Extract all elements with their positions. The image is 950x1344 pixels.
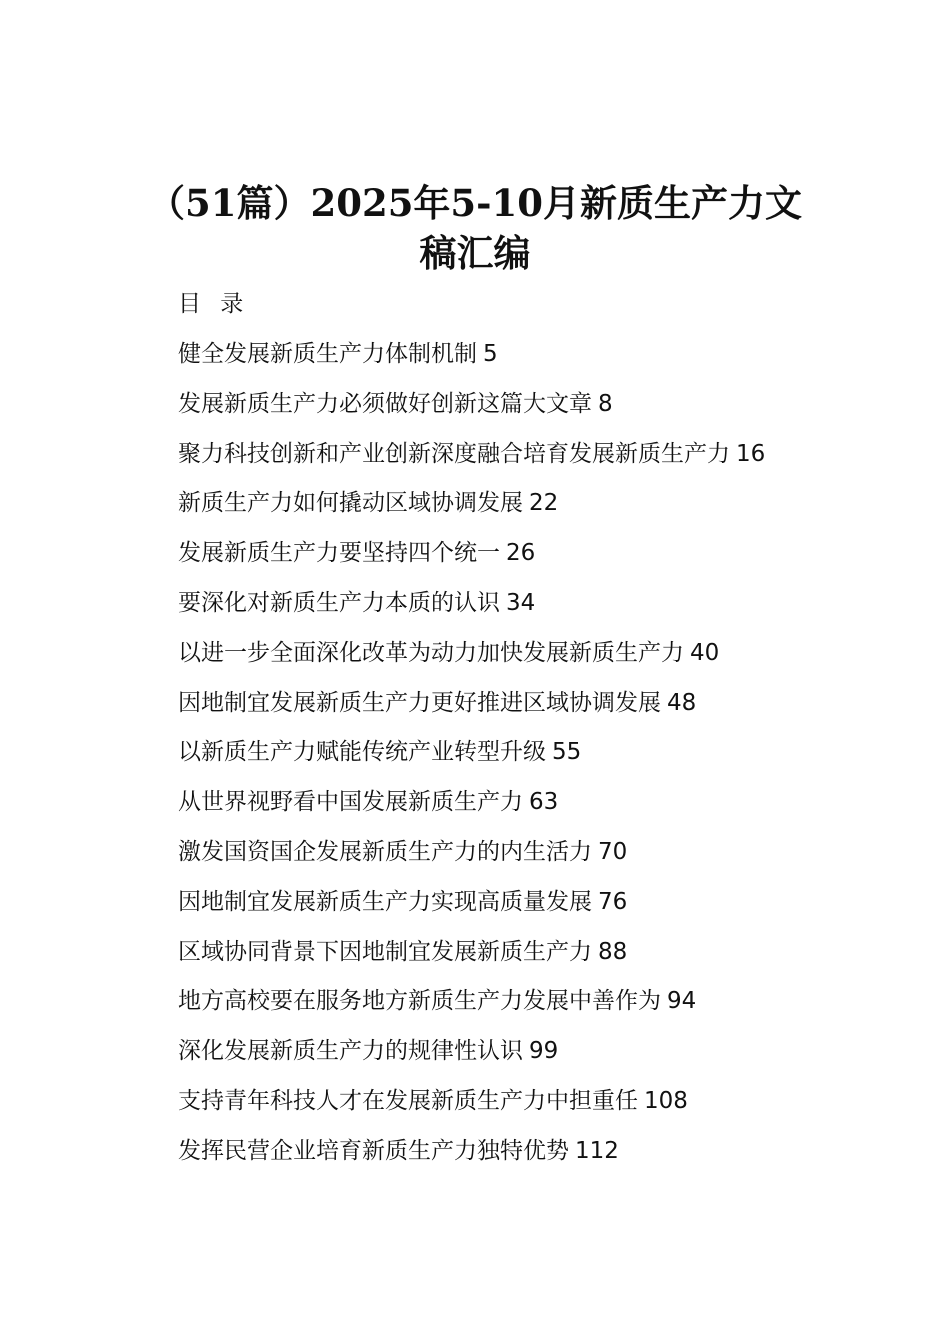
toc-entry[interactable] (178, 386, 878, 436)
toc-entry-title: 新质生产力如何撬动区域协调发展 (178, 490, 523, 517)
toc-entry-title: 地方高校要在服务地方新质生产力发展中善作为 (178, 988, 661, 1015)
toc-entry-page: 16 (736, 440, 766, 467)
toc-entry-title: 因地制宜发展新质生产力更好推进区域协调发展 (178, 689, 661, 716)
toc-entry-page: 70 (598, 838, 628, 865)
toc-entry-title: 聚力科技创新和产业创新深度融合培育发展新质生产力 (178, 440, 730, 467)
toc-entry[interactable] (178, 485, 878, 535)
toc-entry-page: 76 (598, 888, 628, 915)
toc-entry[interactable] (178, 585, 878, 635)
toc-entry-title: 发展新质生产力必须做好创新这篇大文章 (178, 390, 592, 417)
toc-entry[interactable] (178, 1083, 878, 1133)
toc-entry-page: 88 (598, 938, 628, 965)
toc-entry-page: 112 (575, 1137, 619, 1164)
toc-entry-title: 深化发展新质生产力的规律性认识 (178, 1038, 523, 1065)
toc-heading: 目 录 (178, 291, 250, 317)
toc-entry[interactable] (178, 1033, 878, 1083)
toc-entry[interactable] (178, 436, 878, 486)
toc-entry-page: 22 (529, 490, 559, 517)
toc-entry-title: 发展新质生产力要坚持四个统一 (178, 540, 500, 567)
document-title-line-2: 稿汇编 (419, 231, 531, 275)
toc-entry[interactable] (178, 934, 878, 984)
toc-entry-title: 从世界视野看中国发展新质生产力 (178, 789, 523, 816)
toc-entry-page: 99 (529, 1038, 559, 1065)
toc-entry-page: 63 (529, 789, 559, 816)
toc-entry[interactable] (178, 734, 878, 784)
toc-entry-title: 激发国资国企发展新质生产力的内生活力 (178, 838, 592, 865)
toc-entry[interactable] (178, 784, 878, 834)
toc-entry-page: 8 (598, 390, 613, 417)
toc-entry-page: 5 (483, 341, 498, 367)
toc-entry-title: 以进一步全面深化改革为动力加快发展新质生产力 (178, 639, 684, 666)
toc-entry[interactable] (178, 336, 878, 386)
document-title (100, 178, 850, 278)
toc-entry[interactable] (178, 834, 878, 884)
toc-entry[interactable] (178, 535, 878, 585)
toc-entry-title: 支持青年科技人才在发展新质生产力中担重任 (178, 1087, 638, 1114)
toc-entry[interactable] (178, 685, 878, 735)
toc-entry[interactable] (178, 1133, 878, 1183)
toc-entry[interactable] (178, 884, 878, 934)
toc-entry-title: 健全发展新质生产力体制机制 (178, 341, 477, 367)
toc-entry-page: 94 (667, 988, 697, 1015)
toc-entry[interactable] (178, 635, 878, 685)
toc-entry-page: 26 (506, 540, 536, 567)
toc-entry-page: 108 (644, 1087, 688, 1114)
toc-entry-title: 以新质生产力赋能传统产业转型升级 (178, 739, 546, 766)
toc-entry-page: 48 (667, 689, 697, 716)
toc-entry-title: 因地制宜发展新质生产力实现高质量发展 (178, 888, 592, 915)
table-of-contents (178, 336, 878, 1183)
toc-entry-title: 发挥民营企业培育新质生产力独特优势 (178, 1137, 569, 1164)
document-title-line-1: （51篇）2025年5-10月新质生产力文 (147, 181, 803, 225)
toc-entry-title: 区域协同背景下因地制宜发展新质生产力 (178, 938, 592, 965)
toc-entry-page: 34 (506, 589, 536, 616)
toc-entry-page: 40 (690, 639, 720, 666)
toc-entry-page: 55 (552, 739, 582, 766)
toc-entry-title: 要深化对新质生产力本质的认识 (178, 589, 500, 616)
toc-entry[interactable] (178, 983, 878, 1033)
